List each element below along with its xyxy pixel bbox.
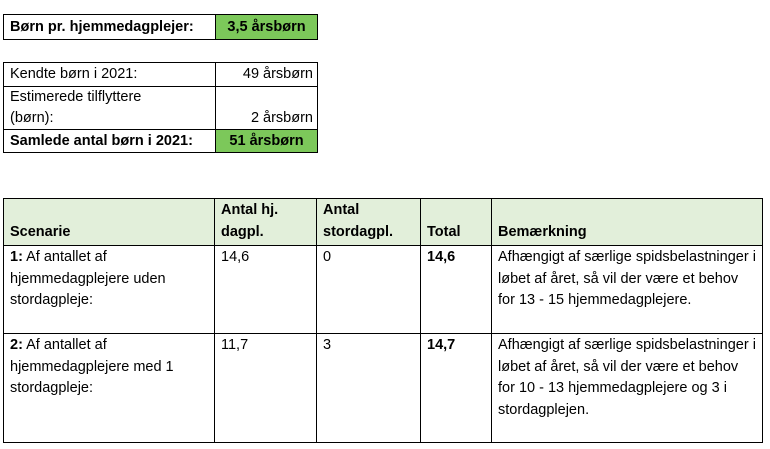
children-count-block [3,62,318,153]
scenario-table [3,198,763,443]
remark-cell: Afhængigt af særlige spidsbelastninger i løbet af året, så vil der være et behov for 13 - 15 hjemmedagplejere. [492,246,763,334]
scenario-cell [4,334,215,443]
total-cell: 14,6 [421,246,492,334]
header-antal-hj-dagpl: Antal hj. dagpl. [215,199,317,246]
children-per-caregiver-value: 3,5 årsbørn [216,15,317,39]
table-row [4,334,763,443]
scenario-text: Af antallet af hjemmedagplejere uden stordagpleje: [10,249,166,308]
header-remark: Bemærkning [492,199,763,246]
antal-stor-cell: 3 [317,334,421,443]
total-children-value: 51 årsbørn [216,130,317,152]
table-row [4,246,763,334]
header-total: Total [421,199,492,246]
estimated-newcomers-value: 2 årsbørn [250,110,313,126]
scenario-number: 1: [10,249,23,265]
scenario-number: 2: [10,337,23,353]
known-children-value: 49 årsbørn [242,66,313,82]
remark-cell: Afhængigt af særlige spidsbelastninger i løbet af året, så vil der være et behov for 10 - 13 hjemmedagplejere og 3 i stordagplejen. [492,334,763,443]
antal-hj-cell: 11,7 [215,334,317,443]
known-children-label: Kendte børn i 2021: [10,66,138,82]
children-per-caregiver-box [3,14,318,40]
header-antal-stordagpl: Antal stordagpl. [317,199,421,246]
estimated-newcomers-label: Estimerede tilflyttere (børn): [10,89,142,126]
scenario-header-row [4,199,763,246]
total-cell: 14,7 [421,334,492,443]
scenario-cell [4,246,215,334]
children-per-caregiver-label: Børn pr. hjemmedagplejer: [10,19,194,35]
header-scenario: Scenarie [4,199,215,246]
total-children-label: Samlede antal børn i 2021: [10,133,193,149]
scenario-text: Af antallet af hjemmedagplejere med 1 stordagpleje: [10,337,174,396]
antal-hj-cell: 14,6 [215,246,317,334]
antal-stor-cell: 0 [317,246,421,334]
